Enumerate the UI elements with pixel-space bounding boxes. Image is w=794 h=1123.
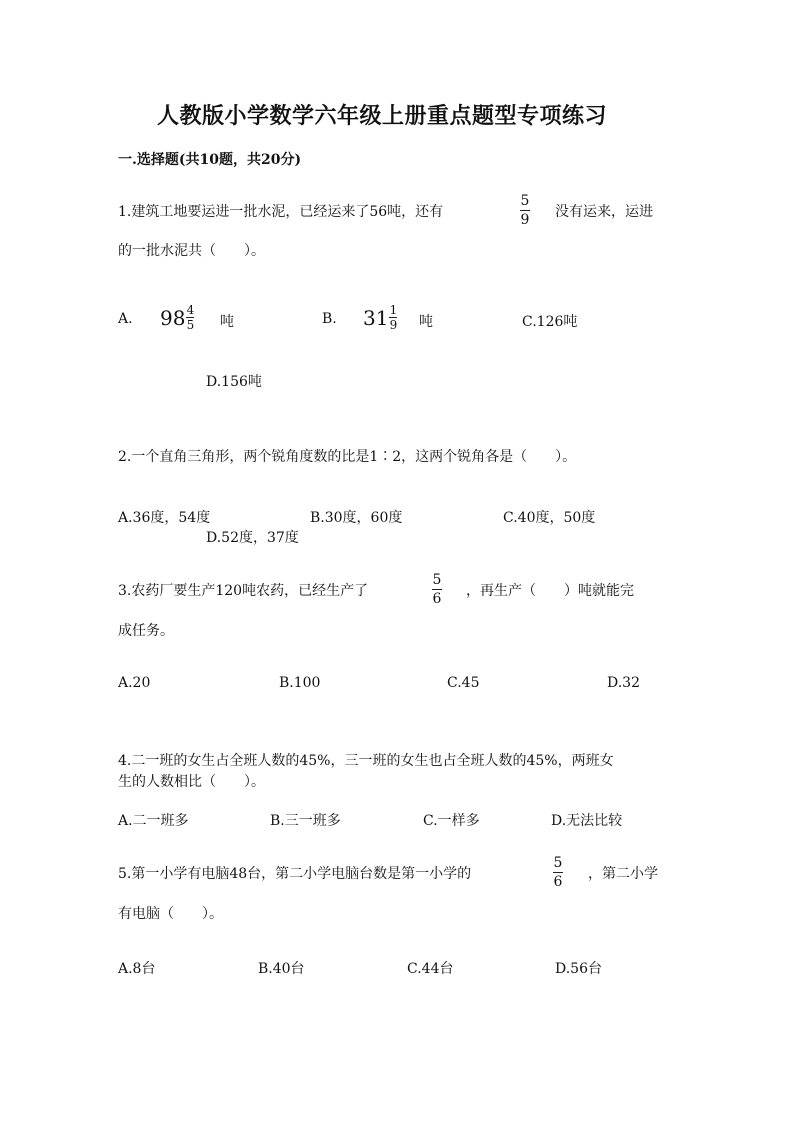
option-b[interactable]: B.30度，60度 <box>310 510 403 526</box>
page-title: 人教版小学数学六年级上册重点题型专项练习 <box>157 103 608 129</box>
denominator: 6 <box>553 874 563 890</box>
question-text: ，再生产（ ）吨就能完 <box>466 583 634 599</box>
question-text: 有电脑（ ）。 <box>118 906 223 922</box>
question-text: 的一批水泥共（ ）。 <box>118 243 265 259</box>
option-a[interactable]: A.20 <box>118 675 151 691</box>
option-d[interactable]: D.52度，37度 <box>206 530 299 546</box>
denominator: 9 <box>520 212 530 228</box>
numerator: 5 <box>432 572 442 588</box>
question-text: 4.二一班的女生占全班人数的45%，三一班的女生也占全班人数的45%，两班女 <box>118 753 614 769</box>
option-b-unit: 吨 <box>419 314 433 330</box>
option-c[interactable]: C.一样多 <box>423 813 480 829</box>
denominator: 6 <box>432 591 442 607</box>
question-text: 3.农药厂要生产120吨农药，已经生产了 <box>118 583 369 599</box>
denominator: 9 <box>389 318 398 332</box>
fraction-bar <box>520 210 530 211</box>
option-a[interactable]: A.二一班多 <box>118 813 189 829</box>
option-b-mixed-number[interactable] <box>363 304 397 331</box>
question-text: 成任务。 <box>118 623 174 639</box>
question-text: 1.建筑工地要运进一批水泥，已经运来了56吨，还有 <box>118 204 444 220</box>
question-text: ，第二小学 <box>588 866 658 882</box>
question-text: 生的人数相比（ ）。 <box>118 774 265 790</box>
fraction <box>389 304 397 331</box>
option-c[interactable]: C.44台 <box>407 961 454 977</box>
option-a[interactable]: A.36度，54度 <box>118 510 211 526</box>
option-b[interactable]: B.三一班多 <box>270 813 341 829</box>
section-heading: 一.选择题(共10题，共20分) <box>118 152 302 168</box>
option-a[interactable]: A.8台 <box>118 961 156 977</box>
option-b[interactable]: B.40台 <box>258 961 305 977</box>
fraction <box>186 304 194 331</box>
whole-part: 98 <box>160 305 186 330</box>
fraction <box>553 856 563 889</box>
numerator: 4 <box>186 303 195 317</box>
question-text: 没有运来，运进 <box>555 204 653 220</box>
option-a-mixed-number[interactable] <box>160 304 194 331</box>
whole-part: 31 <box>363 305 389 330</box>
option-c[interactable]: C.45 <box>447 675 480 691</box>
numerator: 5 <box>553 855 563 871</box>
question-text: 5.第一小学有电脑48台，第二小学电脑台数是第一小学的 <box>118 866 472 882</box>
option-d[interactable]: D.56台 <box>555 961 602 977</box>
option-b[interactable]: B.100 <box>279 675 321 691</box>
option-a-unit: 吨 <box>220 314 234 330</box>
numerator: 1 <box>389 303 398 317</box>
option-d[interactable]: D.156吨 <box>206 374 262 390</box>
fraction-bar <box>432 589 442 590</box>
fraction-bar <box>553 872 563 873</box>
question-text: 2.一个直角三角形，两个锐角度数的比是1∶2，这两个锐角各是（ ）。 <box>118 449 577 465</box>
fraction <box>432 573 442 606</box>
option-a-label[interactable]: A. <box>118 311 133 327</box>
fraction <box>520 194 530 227</box>
option-d[interactable]: D.32 <box>607 675 640 691</box>
denominator: 5 <box>186 318 195 332</box>
option-c[interactable]: C.40度，50度 <box>503 510 596 526</box>
option-d[interactable]: D.无法比较 <box>551 813 623 829</box>
numerator: 5 <box>520 193 530 209</box>
option-c[interactable]: C.126吨 <box>522 314 578 330</box>
option-b-label[interactable]: B. <box>322 311 337 327</box>
